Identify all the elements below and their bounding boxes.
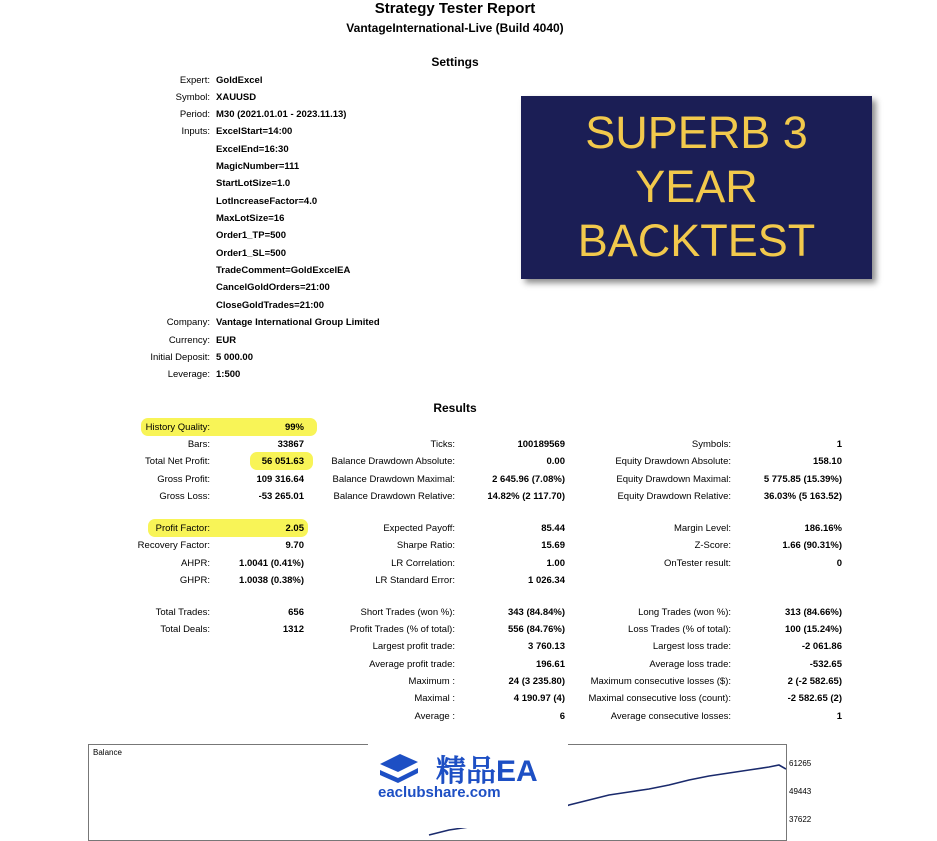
result-value: 1312 [282,624,304,635]
result-label: Largest profit trade: [372,641,455,652]
result-label: Average : [414,711,455,722]
result-label: Total Deals: [160,624,210,635]
result-value: 556 (84.76%) [507,624,565,635]
result-label: LR Standard Error: [375,575,455,586]
result-value: 33867 [277,439,304,450]
result-label: Balance Drawdown Absolute: [331,456,455,467]
result-value: -2 582.65 (2) [787,693,842,704]
result-value: 5 775.85 (15.39%) [763,474,842,485]
setting-value: StartLotSize=1.0 [216,178,291,189]
setting-value: TradeComment=GoldExcelEA [216,265,351,276]
result-label: Average profit trade: [369,659,455,670]
result-value: 56 051.63 [261,456,304,467]
result-label: Equity Drawdown Relative: [617,491,731,502]
setting-value: CloseGoldTrades=21:00 [216,300,324,311]
setting-value: M30 (2021.01.01 - 2023.11.13) [216,109,347,120]
result-label: AHPR: [180,558,210,569]
server-subtitle: VantageInternational-Live (Build 4040) [346,21,564,35]
result-value: 1.00 [546,558,565,569]
result-label: Ticks: [430,439,455,450]
result-label: Expected Payoff: [383,523,455,534]
setting-label: Symbol: [175,92,210,103]
result-label: Long Trades (won %): [638,607,731,618]
chart-label: Balance [93,748,122,757]
backtest-banner [521,96,872,279]
result-value: -53 265.01 [258,491,304,502]
results-heading: Results [433,401,477,415]
watermark-site: eaclubshare.com [378,784,501,801]
result-value: 36.03% (5 163.52) [763,491,842,502]
stacked-layers-icon [376,750,422,784]
setting-value: 5 000.00 [216,352,253,363]
setting-value: EUR [216,335,237,346]
setting-value: CancelGoldOrders=21:00 [216,282,330,293]
result-value: 1 [836,439,842,450]
chart-tick-3: 37622 [789,815,812,824]
setting-value: Vantage International Group Limited [216,317,380,328]
result-label: Equity Drawdown Absolute: [615,456,731,467]
result-label: Sharpe Ratio: [396,540,455,551]
result-label: Gross Loss: [159,491,210,502]
setting-label: Period: [179,109,210,120]
setting-value: XAUUSD [216,92,257,103]
result-value: 14.82% (2 117.70) [487,491,565,502]
result-label: Largest loss trade: [652,641,731,652]
setting-value: ExcelEnd=16:30 [216,144,289,155]
result-value: 0.00 [546,456,565,467]
setting-value: ExcelStart=14:00 [216,126,293,137]
page-title: Strategy Tester Report [374,0,536,17]
setting-label: Inputs: [181,126,210,137]
result-label: Total Net Profit: [145,456,210,467]
result-value: 158.10 [812,456,842,467]
result-value: 196.61 [535,659,565,670]
result-label: Loss Trades (% of total): [628,624,731,635]
banner-line-1: SUPERB 3 [585,107,808,158]
result-value: 1.0041 (0.41%) [239,558,304,569]
result-value: 15.69 [541,540,565,551]
chart-tick-1: 61265 [789,759,812,768]
result-label: Short Trades (won %): [360,607,455,618]
result-value: 100189569 [517,439,565,450]
watermark-title: 精品EA [436,755,538,788]
result-value: 1 026.34 [528,575,565,586]
result-value: 656 [288,607,304,618]
result-label: Gross Profit: [157,474,210,485]
setting-value: GoldExcel [216,75,263,86]
result-value: 24 (3 235.80) [508,676,565,687]
result-label: Equity Drawdown Maximal: [616,474,731,485]
result-value: 6 [559,711,565,722]
result-value: 1.0038 (0.38%) [239,575,304,586]
setting-value: MagicNumber=111 [216,161,300,172]
result-value: 343 (84.84%) [507,607,565,618]
settings-heading: Settings [431,55,479,69]
result-label: Balance Drawdown Maximal: [332,474,455,485]
result-label: Maximum consecutive losses ($): [590,676,731,687]
result-value: 4 190.97 (4) [513,693,565,704]
result-label: OnTester result: [663,558,731,569]
result-label: Profit Trades (% of total): [349,624,455,635]
result-value: 3 760.13 [528,641,565,652]
result-label: Symbols: [691,439,731,450]
setting-label: Expert: [179,75,210,86]
setting-value: 1:500 [216,369,241,380]
result-value: 109 316.64 [256,474,304,485]
setting-value: LotIncreaseFactor=4.0 [216,196,318,207]
setting-label: Leverage: [167,369,210,380]
setting-label: Company: [166,317,210,328]
setting-label: Currency: [168,335,210,346]
result-label: Maximal consecutive loss (count): [588,693,731,704]
result-label: Balance Drawdown Relative: [333,491,455,502]
result-label: Average loss trade: [649,659,731,670]
setting-value: Order1_SL=500 [216,248,286,259]
result-value: 186.16% [804,523,842,534]
result-label: Recovery Factor: [137,540,210,551]
setting-value: MaxLotSize=16 [216,213,285,224]
result-label: GHPR: [179,575,210,586]
result-value: 1 [836,711,842,722]
banner-line-2: YEAR [635,161,758,212]
chart-tick-2: 49443 [789,787,812,796]
result-label: Maximal : [414,693,455,704]
result-value: 99% [284,422,304,433]
result-value: 1.66 (90.31%) [782,540,842,551]
result-value: -2 061.86 [801,641,842,652]
result-value: 9.70 [285,540,304,551]
result-label: Margin Level: [673,523,731,534]
result-value: 100 (15.24%) [784,624,842,635]
result-value: 2 645.96 (7.08%) [492,474,565,485]
result-value: 85.44 [541,523,565,534]
result-label: Total Trades: [155,607,210,618]
result-value: 2 (-2 582.65) [787,676,842,687]
result-label: Maximum : [408,676,455,687]
result-value: 313 (84.66%) [784,607,842,618]
result-label: Z-Score: [694,540,731,551]
result-label: Average consecutive losses: [610,711,731,722]
setting-value: Order1_TP=500 [216,230,286,241]
result-value: -532.65 [809,659,842,670]
result-value: 2.05 [285,523,304,534]
result-label: Bars: [187,439,210,450]
setting-label: Initial Deposit: [150,352,210,363]
banner-line-3: BACKTEST [577,215,816,266]
result-label: Profit Factor: [155,523,210,534]
result-label: History Quality: [145,422,210,433]
result-label: LR Correlation: [391,558,455,569]
result-value: 0 [836,558,842,569]
watermark [368,728,568,828]
